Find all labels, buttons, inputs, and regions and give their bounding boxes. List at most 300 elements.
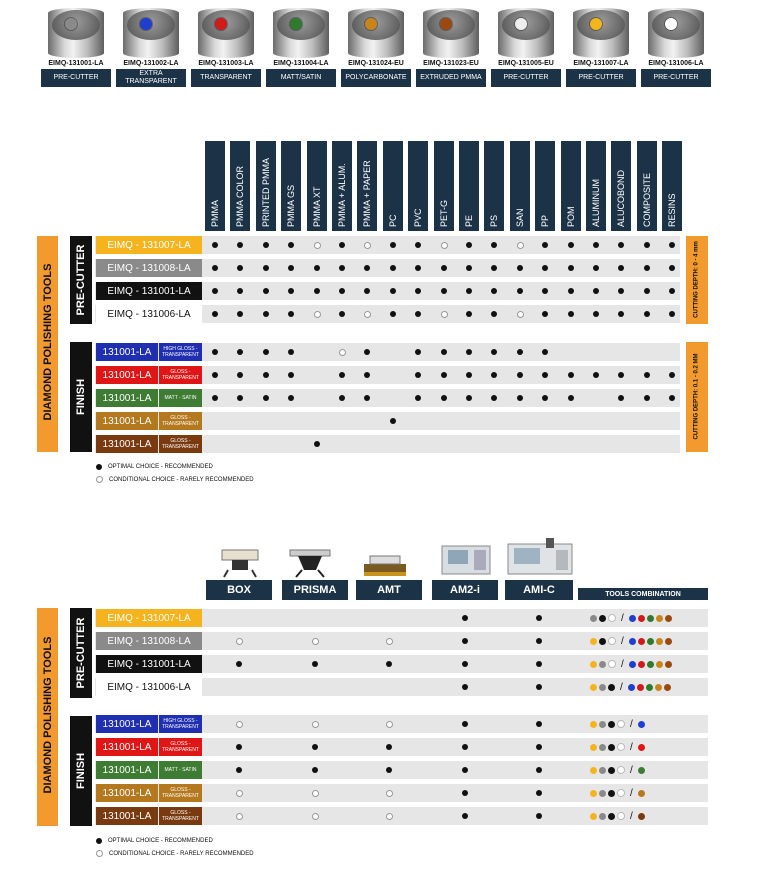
- tool-dot-icon: [608, 684, 615, 691]
- tool-dot-icon: [638, 767, 645, 774]
- conditional-dot-icon: [386, 638, 393, 645]
- slash-separator: /: [621, 612, 624, 624]
- material-header: [586, 141, 606, 231]
- tool-tag: HIGH GLOSS - TRANSPARENT: [159, 343, 202, 361]
- hollow-dot-icon: [96, 850, 103, 857]
- optimal-dot-icon: [536, 790, 542, 796]
- optimal-dot-icon: [644, 372, 650, 378]
- tool-name: EIMQ - 131008-LA: [96, 632, 202, 650]
- material-label: PC: [387, 214, 398, 227]
- optimal-dot-icon: [462, 744, 468, 750]
- optimal-dot-icon: [263, 349, 269, 355]
- tool-dot-icon: [629, 661, 636, 668]
- legend-conditional-2: [96, 850, 254, 857]
- product-code: EIMQ-131007-LA: [573, 60, 629, 67]
- tool-dot-icon: [599, 638, 606, 645]
- tool-tag: MATT - SATIN: [159, 761, 202, 779]
- optimal-dot-icon: [644, 311, 650, 317]
- conditional-dot-icon: [312, 721, 319, 728]
- product-1: [38, 8, 114, 87]
- tool-dot-icon: [608, 660, 616, 668]
- optimal-dot-icon: [568, 288, 574, 294]
- conditional-dot-icon: [236, 790, 243, 797]
- product-3: [188, 8, 264, 87]
- tool-dot-icon: [638, 744, 645, 751]
- optimal-dot-icon: [536, 615, 542, 621]
- optimal-dot-icon: [339, 288, 345, 294]
- material-header: [357, 141, 377, 231]
- optimal-dot-icon: [644, 288, 650, 294]
- conditional-dot-icon: [441, 311, 448, 318]
- tool-dot-icon: [608, 744, 615, 751]
- optimal-dot-icon: [386, 744, 392, 750]
- precutter-label-1: PRE-CUTTER: [75, 244, 87, 316]
- tool-dot-icon: [590, 721, 597, 728]
- optimal-dot-icon: [462, 638, 468, 644]
- tool-dot-icon: [617, 789, 625, 797]
- tool-dot-icon: [608, 637, 616, 645]
- product-label: PRE-CUTTER: [491, 69, 561, 87]
- tool-dot-icon: [599, 615, 606, 622]
- tools-combination: [590, 678, 671, 696]
- optimal-dot-icon: [466, 242, 472, 248]
- tool-name: EIMQ - 131001-LA: [96, 655, 202, 673]
- tool-dot-icon: [665, 638, 672, 645]
- product-2: [113, 8, 189, 87]
- cutting-depth-pre: CUTTING DEPTH: 0 - 4 mm: [693, 241, 700, 318]
- product-label: PRE-CUTTER: [641, 69, 711, 87]
- amt-machine-image: [362, 550, 408, 578]
- tool-dot-icon: [590, 638, 597, 645]
- tool-tag: GLOSS - TRANSPARENT: [159, 366, 202, 384]
- tool-dot-icon: [629, 615, 636, 622]
- product-9: [638, 8, 714, 87]
- legend-optimal-2: [96, 838, 213, 844]
- optimal-dot-icon: [212, 311, 218, 317]
- optimal-dot-icon: [593, 265, 599, 271]
- tools-combination: [590, 738, 645, 756]
- optimal-dot-icon: [441, 288, 447, 294]
- amic-machine-image: [506, 536, 574, 578]
- optimal-dot-icon: [339, 311, 345, 317]
- optimal-dot-icon: [236, 661, 242, 667]
- material-header: [383, 141, 403, 231]
- optimal-dot-icon: [263, 242, 269, 248]
- optimal-dot-icon: [390, 288, 396, 294]
- tool-dot-icon: [656, 638, 663, 645]
- optimal-dot-icon: [441, 395, 447, 401]
- machine-header: AMI-C: [505, 580, 573, 600]
- slash-separator: /: [630, 741, 633, 753]
- material-label: PMMA GS: [286, 184, 297, 227]
- machine-header: AM2-i: [432, 580, 498, 600]
- tool-name: EIMQ - 131006-LA: [96, 305, 202, 323]
- tool-image: [423, 8, 479, 58]
- slash-separator: /: [630, 718, 633, 730]
- legend-conditional-text: CONDITIONAL CHOICE - RARELY RECOMMENDED: [109, 476, 254, 483]
- optimal-dot-icon: [441, 372, 447, 378]
- tool-dot-icon: [617, 766, 625, 774]
- tool-dot-icon: [638, 721, 645, 728]
- product-label: EXTRUDED PMMA: [416, 69, 486, 87]
- optimal-dot-icon: [462, 615, 468, 621]
- optimal-dot-icon: [462, 790, 468, 796]
- tool-dot-icon: [590, 661, 597, 668]
- material-label: PET-G: [438, 199, 449, 227]
- optimal-dot-icon: [390, 418, 396, 424]
- material-label: PS: [489, 214, 500, 227]
- slash-separator: /: [630, 787, 633, 799]
- legend-optimal-text: OPTIMAL CHOICE - RECOMMENDED: [108, 464, 213, 470]
- tools-combination: [590, 632, 672, 650]
- optimal-dot-icon: [339, 395, 345, 401]
- filled-dot-icon: [96, 838, 102, 844]
- material-label: ALUCOBOND: [616, 169, 627, 227]
- optimal-dot-icon: [462, 721, 468, 727]
- material-header: [484, 141, 504, 231]
- optimal-dot-icon: [236, 744, 242, 750]
- legend-optimal-text: OPTIMAL CHOICE - RECOMMENDED: [108, 838, 213, 844]
- material-label: PMMA + PAPER: [362, 160, 373, 227]
- conditional-dot-icon: [236, 813, 243, 820]
- optimal-dot-icon: [466, 311, 472, 317]
- optimal-dot-icon: [236, 767, 242, 773]
- optimal-dot-icon: [536, 767, 542, 773]
- tool-dot-icon: [599, 684, 606, 691]
- material-header: [561, 141, 581, 231]
- conditional-dot-icon: [441, 242, 448, 249]
- prisma-machine-image: [288, 546, 332, 578]
- material-label: PMMA: [210, 200, 220, 227]
- optimal-dot-icon: [536, 721, 542, 727]
- product-label: POLYCARBONATE: [341, 69, 411, 87]
- optimal-dot-icon: [212, 372, 218, 378]
- optimal-dot-icon: [390, 242, 396, 248]
- optimal-dot-icon: [212, 265, 218, 271]
- tool-name: 131001-LA: [96, 738, 158, 756]
- optimal-dot-icon: [212, 242, 218, 248]
- optimal-dot-icon: [568, 311, 574, 317]
- material-label: PRINTED PMMA: [260, 157, 271, 227]
- tool-dot-icon: [599, 661, 606, 668]
- material-label: COMPOSITE: [641, 172, 652, 227]
- tool-dot-icon: [608, 790, 615, 797]
- material-header: [434, 141, 454, 231]
- tool-name: EIMQ - 131001-LA: [96, 282, 202, 300]
- material-header: [535, 141, 555, 231]
- tool-tag: GLOSS - TRANSPARENT: [159, 738, 202, 756]
- tool-dot-icon: [638, 638, 645, 645]
- tool-image: [198, 8, 254, 58]
- section-title-1: DIAMOND POLISHING TOOLS: [42, 263, 54, 421]
- conditional-dot-icon: [312, 790, 319, 797]
- slash-separator: /: [620, 681, 623, 693]
- tool-dot-icon: [628, 684, 635, 691]
- tool-name: EIMQ - 131007-LA: [96, 609, 202, 627]
- material-label: SAN: [514, 208, 525, 227]
- tool-dot-icon: [608, 813, 615, 820]
- optimal-dot-icon: [517, 372, 523, 378]
- optimal-dot-icon: [593, 288, 599, 294]
- material-header: [307, 141, 327, 231]
- conditional-dot-icon: [236, 721, 243, 728]
- optimal-dot-icon: [390, 311, 396, 317]
- product-label: PRE-CUTTER: [566, 69, 636, 87]
- tool-name: 131001-LA: [96, 435, 158, 453]
- slash-separator: /: [630, 810, 633, 822]
- optimal-dot-icon: [390, 265, 396, 271]
- optimal-dot-icon: [466, 372, 472, 378]
- hollow-dot-icon: [96, 476, 103, 483]
- product-code: EIMQ-131003-LA: [198, 60, 254, 67]
- tool-dot-icon: [617, 743, 625, 751]
- tool-dot-icon: [590, 813, 597, 820]
- material-label: PMMA COLOR: [235, 165, 246, 227]
- optimal-dot-icon: [536, 744, 542, 750]
- tool-dot-icon: [665, 661, 672, 668]
- tool-dot-icon: [647, 638, 654, 645]
- optimal-dot-icon: [339, 265, 345, 271]
- material-label: PMMA XT: [311, 186, 322, 227]
- tool-dot-icon: [629, 638, 636, 645]
- material-header: [510, 141, 530, 231]
- conditional-dot-icon: [339, 349, 346, 356]
- optimal-dot-icon: [212, 288, 218, 294]
- conditional-dot-icon: [236, 638, 243, 645]
- optimal-dot-icon: [462, 767, 468, 773]
- tool-name: EIMQ - 131007-LA: [96, 236, 202, 254]
- tool-image: [123, 8, 179, 58]
- conditional-dot-icon: [386, 790, 393, 797]
- optimal-dot-icon: [212, 349, 218, 355]
- product-label: PRE-CUTTER: [41, 69, 111, 87]
- optimal-dot-icon: [466, 349, 472, 355]
- material-header: [256, 141, 276, 231]
- material-label: RESINS: [667, 193, 678, 227]
- optimal-dot-icon: [314, 441, 320, 447]
- tool-dot-icon: [590, 767, 597, 774]
- optimal-dot-icon: [462, 813, 468, 819]
- legend-conditional-1: [96, 476, 254, 483]
- optimal-dot-icon: [212, 395, 218, 401]
- optimal-dot-icon: [593, 372, 599, 378]
- section-title-2: DIAMOND POLISHING TOOLS: [42, 636, 54, 794]
- tool-dot-icon: [638, 615, 645, 622]
- optimal-dot-icon: [312, 767, 318, 773]
- machine-header: AMT: [356, 580, 422, 600]
- product-7: [488, 8, 564, 87]
- optimal-dot-icon: [441, 265, 447, 271]
- material-header: [459, 141, 479, 231]
- optimal-dot-icon: [386, 767, 392, 773]
- optimal-dot-icon: [536, 638, 542, 644]
- tool-dot-icon: [665, 615, 672, 622]
- product-code: EIMQ-131004-LA: [273, 60, 329, 67]
- product-4: [263, 8, 339, 87]
- tool-dot-icon: [599, 744, 606, 751]
- product-6: [413, 8, 489, 87]
- optimal-dot-icon: [593, 311, 599, 317]
- tool-dot-icon: [655, 684, 662, 691]
- tool-name: 131001-LA: [96, 412, 158, 430]
- tool-dot-icon: [647, 661, 654, 668]
- tool-name: 131001-LA: [96, 807, 158, 825]
- tools-combination: [590, 784, 645, 802]
- tool-name: EIMQ - 131006-LA: [96, 678, 202, 696]
- product-code: EIMQ-131005-EU: [498, 60, 554, 67]
- tool-dot-icon: [590, 744, 597, 751]
- tool-dot-icon: [599, 790, 606, 797]
- material-label: PVC: [413, 208, 424, 227]
- conditional-dot-icon: [386, 813, 393, 820]
- material-header: [637, 141, 657, 231]
- machine-header: PRISMA: [282, 580, 348, 600]
- material-label: PMMA + ALUM.: [337, 163, 347, 227]
- material-header: [281, 141, 301, 231]
- tool-name: 131001-LA: [96, 784, 158, 802]
- optimal-dot-icon: [263, 288, 269, 294]
- optimal-dot-icon: [568, 395, 574, 401]
- tool-name: EIMQ - 131008-LA: [96, 259, 202, 277]
- tool-dot-icon: [617, 812, 625, 820]
- product-code: EIMQ-131023-EU: [423, 60, 479, 67]
- optimal-dot-icon: [536, 661, 542, 667]
- product-label: EXTRA TRANSPARENT: [116, 69, 186, 87]
- tool-dot-icon: [608, 721, 615, 728]
- tool-name: 131001-LA: [96, 366, 158, 384]
- optimal-dot-icon: [314, 265, 320, 271]
- finish-label-1: FINISH: [75, 378, 87, 416]
- tool-dot-icon: [638, 813, 645, 820]
- conditional-dot-icon: [312, 813, 319, 820]
- precutter-label-2: PRE-CUTTER: [75, 617, 87, 689]
- product-label: TRANSPARENT: [191, 69, 261, 87]
- tool-tag: GLOSS - TRANSPARENT: [159, 412, 202, 430]
- tools-combination: [590, 655, 672, 673]
- material-header: [408, 141, 428, 231]
- optimal-dot-icon: [644, 242, 650, 248]
- product-code: EIMQ-131024-EU: [348, 60, 404, 67]
- tool-dot-icon: [638, 661, 645, 668]
- tool-dot-icon: [638, 790, 645, 797]
- tools-combination: [590, 761, 645, 779]
- tools-combination: [590, 807, 645, 825]
- conditional-dot-icon: [314, 242, 321, 249]
- tool-dot-icon: [656, 661, 663, 668]
- tool-dot-icon: [599, 767, 606, 774]
- material-header: [662, 141, 682, 231]
- optimal-dot-icon: [644, 395, 650, 401]
- tool-dot-icon: [617, 720, 625, 728]
- legend-conditional-text: CONDITIONAL CHOICE - RARELY RECOMMENDED: [109, 850, 254, 857]
- optimal-dot-icon: [386, 661, 392, 667]
- tool-image: [498, 8, 554, 58]
- optimal-dot-icon: [568, 265, 574, 271]
- finish-label-2: FINISH: [75, 752, 87, 790]
- tool-dot-icon: [646, 684, 653, 691]
- optimal-dot-icon: [568, 372, 574, 378]
- product-5: [338, 8, 414, 87]
- tool-tag: GLOSS - TRANSPARENT: [159, 784, 202, 802]
- optimal-dot-icon: [263, 395, 269, 401]
- tool-tag: GLOSS - TRANSPARENT: [159, 435, 202, 453]
- optimal-dot-icon: [517, 265, 523, 271]
- tool-dot-icon: [608, 614, 616, 622]
- optimal-dot-icon: [462, 684, 468, 690]
- product-code: EIMQ-131006-LA: [648, 60, 704, 67]
- product-code: EIMQ-131001-LA: [48, 60, 104, 67]
- cutting-depth-finish: CUTTING DEPTH: 0.1 - 0.2 MM: [693, 353, 700, 440]
- optimal-dot-icon: [263, 265, 269, 271]
- tool-image: [273, 8, 329, 58]
- slash-separator: /: [630, 764, 633, 776]
- material-label: POM: [565, 206, 576, 227]
- tool-image: [348, 8, 404, 58]
- tool-image: [648, 8, 704, 58]
- tool-name: 131001-LA: [96, 715, 158, 733]
- tool-name: 131001-LA: [96, 761, 158, 779]
- optimal-dot-icon: [312, 661, 318, 667]
- tools-combination: [590, 715, 645, 733]
- tool-dot-icon: [608, 767, 615, 774]
- product-8: [563, 8, 639, 87]
- tool-dot-icon: [590, 615, 597, 622]
- conditional-dot-icon: [517, 242, 524, 249]
- optimal-dot-icon: [314, 288, 320, 294]
- tool-image: [573, 8, 629, 58]
- product-label: MATT/SATIN: [266, 69, 336, 87]
- tool-dot-icon: [599, 721, 606, 728]
- legend-optimal-1: [96, 464, 213, 470]
- material-header: [332, 141, 352, 231]
- optimal-dot-icon: [536, 684, 542, 690]
- tool-dot-icon: [664, 684, 671, 691]
- conditional-dot-icon: [517, 311, 524, 318]
- tool-dot-icon: [590, 684, 597, 691]
- tool-dot-icon: [637, 684, 644, 691]
- am2i-machine-image: [440, 540, 492, 578]
- tool-dot-icon: [656, 615, 663, 622]
- slash-separator: /: [621, 635, 624, 647]
- optimal-dot-icon: [263, 372, 269, 378]
- material-label: PP: [540, 214, 551, 227]
- tool-name: 131001-LA: [96, 343, 158, 361]
- tool-tag: HIGH GLOSS - TRANSPARENT: [159, 715, 202, 733]
- tools-combination: [590, 609, 672, 627]
- conditional-dot-icon: [386, 721, 393, 728]
- filled-dot-icon: [96, 464, 102, 470]
- tools-combination-header: TOOLS COMBINATION: [578, 588, 708, 600]
- optimal-dot-icon: [312, 744, 318, 750]
- material-header: [205, 141, 225, 231]
- optimal-dot-icon: [466, 288, 472, 294]
- product-code: EIMQ-131002-LA: [123, 60, 179, 67]
- box-machine-image: [218, 546, 262, 578]
- tool-name: 131001-LA: [96, 389, 158, 407]
- optimal-dot-icon: [466, 395, 472, 401]
- optimal-dot-icon: [568, 242, 574, 248]
- optimal-dot-icon: [517, 288, 523, 294]
- tool-dot-icon: [590, 790, 597, 797]
- optimal-dot-icon: [339, 372, 345, 378]
- conditional-dot-icon: [312, 638, 319, 645]
- tool-dot-icon: [647, 615, 654, 622]
- material-header: [611, 141, 631, 231]
- tool-tag: GLOSS - TRANSPARENT: [159, 807, 202, 825]
- optimal-dot-icon: [263, 311, 269, 317]
- optimal-dot-icon: [441, 349, 447, 355]
- optimal-dot-icon: [517, 395, 523, 401]
